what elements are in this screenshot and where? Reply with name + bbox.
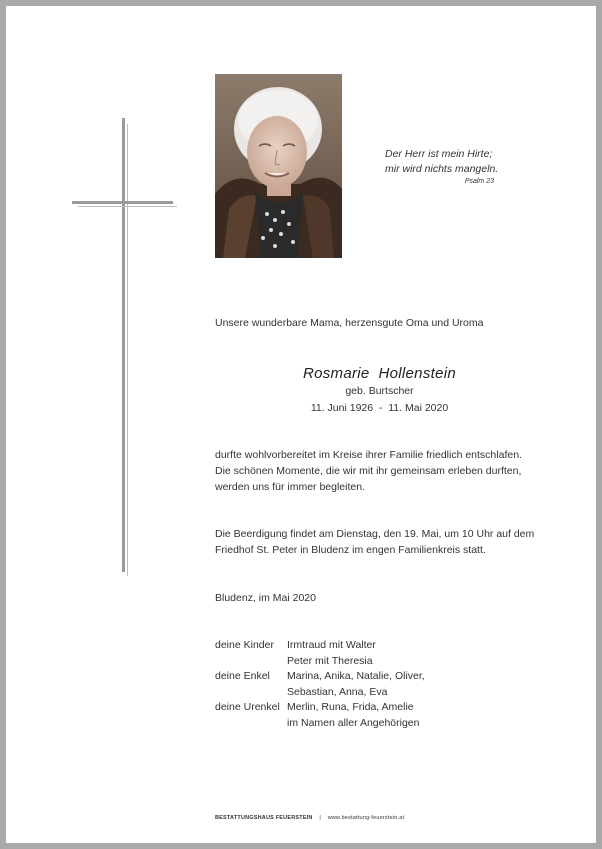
family-row	[215, 685, 425, 701]
family-row	[215, 654, 425, 670]
family-list	[215, 638, 425, 731]
family-role: deine Kinder	[215, 639, 274, 651]
family-role	[215, 654, 287, 670]
cross-horizontal-shadow	[78, 206, 177, 207]
portrait-illustration	[215, 74, 342, 258]
paragraph-line: Friedhof St. Peter in Bludenz im engen Familienkreis statt.	[215, 544, 486, 556]
family-role	[215, 716, 287, 732]
family-names: Marina, Anika, Natalie, Oliver,	[287, 670, 425, 682]
funeral-info-paragraph	[215, 526, 555, 558]
birth-name: geb. Burtscher	[345, 385, 414, 397]
family-names: Sebastian, Anna, Eva	[287, 685, 388, 698]
family-row	[215, 700, 425, 716]
family-row	[215, 669, 425, 685]
quote-line-1: Der Herr ist mein Hirte;	[385, 148, 493, 160]
family-row	[215, 716, 425, 732]
family-role	[215, 685, 287, 701]
deceased-name: Rosmarie Hollenstein	[302, 365, 457, 382]
cross-vertical-shadow	[127, 124, 128, 576]
footer-separator: |	[319, 815, 321, 821]
family-names: Irmtraud mit Walter	[287, 639, 376, 651]
funeral-home-url[interactable]: www.bestattung-feuerstein.at	[327, 815, 405, 821]
family-row	[215, 638, 425, 654]
family-names: Peter mit Theresia	[287, 654, 373, 667]
cross-vertical-bar	[122, 118, 125, 572]
cross-horizontal-bar	[72, 201, 173, 204]
family-names: im Namen aller Angehörigen	[287, 716, 420, 729]
footer	[215, 815, 404, 821]
family-role: deine Enkel	[215, 670, 270, 682]
life-dates: 11. Juni 1926 - 11. Mai 2020	[310, 402, 449, 414]
obituary-page	[6, 6, 596, 843]
paragraph-line: werden uns für immer begleiten.	[215, 481, 365, 493]
announcement-paragraph	[215, 447, 555, 495]
funeral-home-name: BESTATTUNGSHAUS FEUERSTEIN	[215, 815, 313, 821]
place-date: Bludenz, im Mai 2020	[215, 592, 316, 604]
quote-source: Psalm 23	[464, 178, 494, 185]
family-names: Merlin, Runa, Frida, Amelie	[287, 701, 414, 713]
paragraph-line: Die Beerdigung findet am Dienstag, den 19. Mai, um 10 Uhr auf dem	[215, 528, 535, 540]
portrait-photo	[215, 74, 342, 258]
intro-line: Unsere wunderbare Mama, herzensgute Oma und Uroma	[215, 317, 484, 329]
quote-line-2: mir wird nichts mangeln.	[385, 163, 499, 175]
paragraph-line: Die schönen Momente, die wir mit ihr gemeinsam erleben durften,	[215, 465, 522, 477]
paragraph-line: durfte wohlvorbereitet im Kreise ihrer Familie friedlich entschlafen.	[215, 449, 522, 461]
psalm-quote	[385, 147, 535, 187]
family-role: deine Urenkel	[215, 701, 280, 713]
